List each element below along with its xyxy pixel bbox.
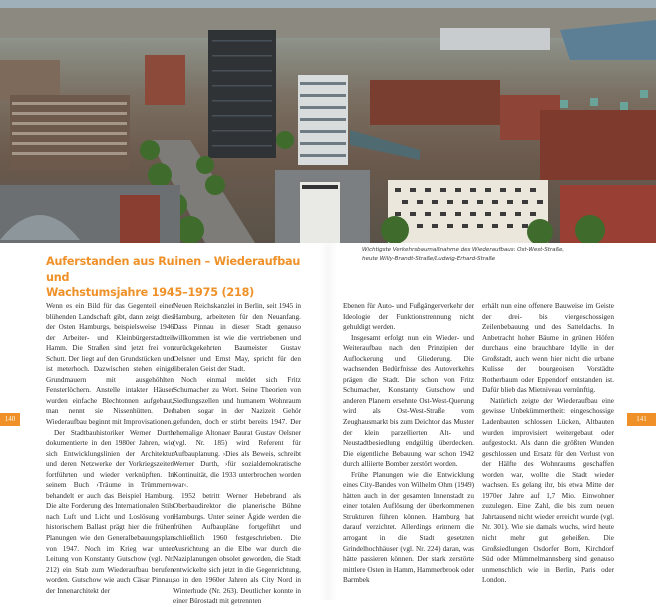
page-number-right: 141 (627, 413, 656, 426)
paragraph: Natürlich zeigte der Wiederaufbau eine gewisse Unbekümmertheit: eingeschossige Ladenbauten schlossen Lücken, Altbauten wurden improvisiert weitergebaut oder aufgestockt. Als dann die größten Wunden geschlossen und Ersatz für den Verlust von der Hälfte des Wohnraums geschaffen worden war, wollte die Stadt wieder wachsen. Es gelang ihr, bis etwa Mitte der 1970er Jahre auf 1,7 Mio. Einwohner zuzulegen. Eine Zahl, die bis zum neuen Jahrtausend nicht wieder erreicht wurde (vgl. Nr. 301). Wie sie damals wuchs, wird heute nicht mehr gut geheißen. Die Großsiedlungen Osdorfer Born, Kirchdorf Süd oder Mümmelmannsberg sind genauso unmenschlich wie in Berlin, Paris oder London. (482, 396, 614, 585)
paragraph: erhält nun eine offenere Bauweise im Geiste der drei- bis viergeschossigen Zeilenbebauung und des Satteldachs. In Anbetracht hoher Bäume in grünen Höfen durchaus eine brauchbare Idylle in der Großstadt, auch wenn hier nicht die urbane Kulisse der bourgeoisen Vorstädte Rotherbaum oder Eppendorf entstanden ist. Dafür blieb das Mietniveau vernünftig. (482, 302, 614, 395)
text-column-2 (173, 301, 301, 607)
paragraph: Der Stadtbauhistoriker Werner Durth dokumentierte in den 1980er Jahren, wie sich Entwicklungslinien der Architektur und deren Netzwerke der Vorkriegszeiten fortführten und wieder verknüpften. In seinem Buch ›Träume in Trümmern‹ behandelt er auch das Beispiel Hamburg. Die alte Forderung des Internationalen Stils nach Luft und Licht und Loslösung von historischem Ballast prägt hier die frühen Planungen wie den Generalbebauungsplan von 1947. Noch im Krieg war unter Leitung von Konstanty Gutschow (vgl. Nr. 212) ein Stab zum Wiederaufbau berufen worden. Gutschow wie auch Cäsar Pinnau, der Innenarchitekt der (46, 428, 174, 595)
paragraph: 1952 betritt Werner Hebebrand als Oberbaudirektor die planerische Bühne Hamburgs. Unter seiner Ägide werden die frühen Aufbaupläne fortgeführt und schließlich 1960 festgeschrieben. Die Ausrichtung an die Elbe war durch die Naziplanungen obsolet geworden, die Stadt entwickelte sich jetzt in die Gegenrichtung, so in den 1960er Jahren als City Nord in Winterhude (Nr. 263). Deutlicher konnte in einer Bürostadt mit getrennten (173, 491, 301, 606)
text-column-4 (482, 301, 614, 586)
text-column-1 (46, 301, 174, 596)
paragraph: Ebenen für Auto- und Fußgängerverkehr der Ideologie der Funktionstrennung nicht gehuldigt werden. (343, 302, 474, 332)
photo-illustration (0, 0, 656, 243)
paragraph: Neuen Reichskanzlei in Berlin, seit 1945 in Hamburg, arbeiteten für den Neuanfang. Dass Pinnau in dieser Stadt genauso willkommen ist wie die vertriebenen und zurückgekehrten Baumeister Gustav Oelsner und Ernst May, spricht für den liberalen Geist der Stadt. (173, 302, 301, 374)
caption-line-2: heute Willy-Brandt-Straße/Ludwig-Erhard-Straße (362, 256, 496, 262)
caption-line-1: Wichtigste Verkehrsbaumaßnahme des Wiederaufbaus: Ost-West-Straße, (362, 247, 565, 253)
paragraph: Wenn es ein Bild für das Gegenteil einer blühenden Landschaft gibt, dann zeigt dies der Osten Hamburgs, beispielsweise 1946 der Arbeiter- und Kleinbürgerstadtteil Hamm. Die Straßen sind jetzt frei von Schutt. Der liegt auf den Grundstücken und ist meterhoch. Dazwischen stehen einige Grundmauern mit ausgehöhlten Fensterlöchern. Anstelle intakter Häuser wurden einfache Blechtonnen aufgebaut, man nennt sie Nissenhütten. Der Wiederaufbau beginnt mit Improvisationen. (46, 302, 174, 427)
paragraph: Noch einmal meldet sich Fritz Schumacher zu Wort. Seine Theorien von Siedlungszellen und humanem Wohnraum haben sogar in der Nazizeit Gehör gefunden, doch er stirbt bereits 1947. Der ehemalige Altonaer Baurat Gustav Oelsner (vgl. Nr. 185) wird Referent für Aufbauplanung. ›Dies als Beweis, schreibt Werner Durth, ›für sozialdemokratische Kontinuität, die 1933 unterbrochen worden war‹. (173, 375, 301, 490)
paragraph: Insgesamt erfolgt nun ein Wieder- und Weiteraufbau nach den Prinzipien der Auflockerung und Gliederung. Die wachsenden Bedürfnisse des Autoverkehrs prägen die Stadt. Die schon von Fritz Schumacher, Konstanty Gutschow und anderen Planern ersehnte Ost-West-Querung wird als Ost-West-Straße vom Zeughausmarkt bis zum Deichtor das Muster der klein parzellierten Alt- und Neustadtbesiedlung endgültig überdecken. Die eigentliche Bebauung war schon 1942 durch alliierte Bomber zerstört worden. (343, 333, 474, 469)
text-column-3 (343, 301, 474, 586)
photo-caption (362, 246, 652, 264)
hamburg-aerial-photo (0, 0, 656, 243)
chapter-title (46, 254, 326, 301)
page-number-left: 140 (0, 413, 20, 426)
chapter-title-line-2: Wachstumsjahre 1945–1975 (218) (46, 286, 255, 299)
paragraph: Frühe Planungen wie die Entwicklung eines City-Bandes von Wilhelm Ohm (1949) hätten auch in der gesamten Innenstadt zu einer totalen Auflösung der überkommenen Strukturen führen können. Hamburg hat darauf verzichtet. Allerdings erinnern die arrogant in die Stadt gesetzten Grindelhochhäuser (vgl. Nr. 224) daran, was hätte passieren können. Der stark zerstörte mittlere Osten in Hamm, Hammerbrook oder Barmbek (343, 470, 474, 585)
chapter-title-line-1: Auferstanden aus Ruinen – Wiederaufbau und (46, 255, 301, 284)
